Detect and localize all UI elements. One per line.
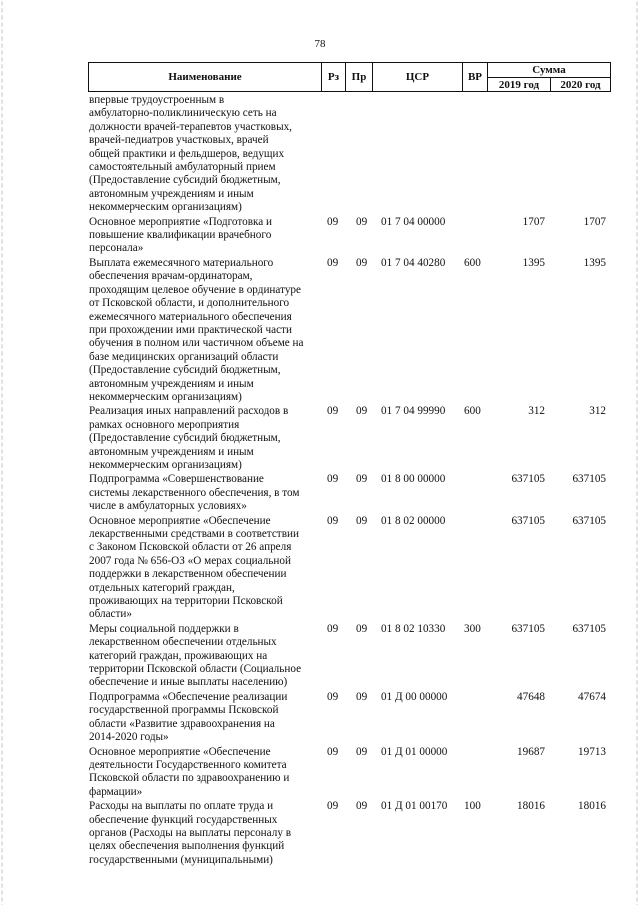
row-name-line: должности врачей-терапевтов участковых, [89,120,292,133]
row-name-line: государственными (муниципальными) [89,853,273,866]
row-name-line: лекарственном обеспечении отдельных [89,636,277,649]
row-name-line: органов (Расходы на выплаты персоналу в [89,826,291,839]
row-sum-2020: 18016 [578,800,606,813]
table-row [89,405,609,472]
row-sum-2019: 637105 [511,514,545,527]
row-name-line: (Предоставление субсидий бюджетным, [89,364,281,377]
row-name-line: самостоятельный амбулаторный прием [89,161,276,174]
row-csr: 01 7 04 00000 [381,215,446,228]
row-rz: 09 [327,514,339,527]
row-name [89,473,317,513]
row-name [89,405,317,472]
row-name [89,515,317,622]
row-name-line: Подпрограмма «Обеспечение реализации [89,690,288,703]
table-row [89,746,609,800]
row-pr: 09 [356,745,368,758]
row-name [89,746,317,800]
row-vr: 100 [464,800,481,813]
row-csr: 01 7 04 40280 [381,256,446,269]
row-name-line: области «Развитие здравоохранения на [89,717,275,730]
row-csr: 01 8 02 00000 [381,514,446,527]
row-rz: 09 [327,745,339,758]
row-pr: 09 [356,690,368,703]
row-name-line: автономным учреждениям и иным [89,187,254,200]
row-name-line: Основное мероприятие «Обеспечение [89,514,271,527]
row-pr: 09 [356,215,368,228]
row-name-line: некоммерческим организациям) [89,201,242,214]
row-name-line: некоммерческим организациям) [89,458,242,471]
row-csr: 01 Д 01 00170 [381,800,448,813]
row-name [89,216,317,256]
row-sum-2019: 19687 [517,745,545,758]
row-rz: 09 [327,473,339,486]
row-name-line: обеспечения врачам-ординаторам, [89,270,253,283]
table-row [89,691,609,745]
row-vr: 600 [464,256,481,269]
row-name-line: автономным учреждениям и иным [89,445,254,458]
row-sum-2020: 637105 [572,622,606,635]
row-name-line: базе медицинских организаций области [89,350,279,363]
row-name-line: системы лекарственного обеспечения, в том [89,486,300,499]
row-name-line: при прохождении ими практической части [89,323,292,336]
row-vr: 600 [464,405,481,418]
row-rz: 09 [327,800,339,813]
header-csr: ЦСР [373,63,463,92]
row-pr: 09 [356,473,368,486]
row-csr: 01 Д 01 00000 [381,745,448,758]
row-csr: 01 8 00 00000 [381,473,446,486]
row-sum-2020: 19713 [578,745,606,758]
header-rz: Рз [322,63,346,92]
row-name-line: (Предоставление субсидий бюджетным, [89,174,281,187]
row-name-line: категорий граждан, проживающих на [89,649,268,662]
table-row [89,257,609,404]
table-row [89,515,609,622]
header-name: Наименование [89,63,322,92]
table-row [89,800,609,867]
row-name-line: амбулаторно-поликлиническую сеть на [89,107,277,120]
row-rz: 09 [327,256,339,269]
row-pr: 09 [356,800,368,813]
page-number: 78 [314,38,326,50]
scan-edge-left [1,0,3,905]
row-pr: 09 [356,622,368,635]
row-name-line: проходящим целевое обучение в ординатуре [89,283,301,296]
row-name-line: Выплата ежемесячного материального [89,256,274,269]
row-name-line: от Псковской области, и дополнительного [89,297,290,310]
row-name-line: деятельности Государственного комитета [89,758,287,771]
scan-edge-right [636,0,638,905]
header-year-2020: 2020 год [551,78,611,92]
table-row [89,94,609,215]
row-name-line: целях обеспечения выполнения функций [89,840,285,853]
row-pr: 09 [356,256,368,269]
table-body [89,94,609,868]
row-name-line: автономным учреждениям и иным [89,377,254,390]
row-name-line: 2007 года № 656-ОЗ «О мерах социальной [89,554,291,567]
row-sum-2019: 637105 [511,622,545,635]
row-name-line: Подпрограмма «Совершенствование [89,473,264,486]
row-csr: 01 7 04 99990 [381,405,446,418]
row-name [89,691,317,745]
table-row [89,623,609,690]
header-vr: ВР [463,63,488,92]
row-sum-2019: 47648 [517,690,545,703]
table-row [89,216,609,256]
row-name-line: Псковской области по здравоохранению и [89,772,290,785]
row-name-line: персонала» [89,242,144,255]
header-pr: Пр [346,63,373,92]
row-name-line: рамках основного мероприятия [89,418,240,431]
row-name-line: государственной программы Псковской [89,704,279,717]
row-name-line: Основное мероприятие «Подготовка и [89,215,272,228]
row-name-line: ежемесячного материального обеспечения [89,310,292,323]
row-sum-2020: 637105 [572,473,606,486]
row-name [89,623,317,690]
row-name-line: обучения в полном или частичном объеме на [89,337,304,350]
row-name-line: врачей-педиатров участковых, врачей [89,134,269,147]
row-sum-2020: 312 [589,405,606,418]
row-pr: 09 [356,514,368,527]
row-csr: 01 8 02 10330 [381,622,446,635]
row-name [89,257,317,404]
row-name-line: (Предоставление субсидий бюджетным, [89,432,281,445]
row-rz: 09 [327,405,339,418]
row-sum-2020: 1707 [583,215,606,228]
row-name-line: поддержки в лекарственном обеспечении [89,568,287,581]
row-name-line: 2014-2020 годы» [89,731,169,744]
row-name-line: повышение квалификации врачебного [89,229,272,242]
row-sum-2019: 637105 [511,473,545,486]
row-sum-2020: 637105 [572,514,606,527]
row-name-line: отдельных категорий граждан, [89,581,235,594]
row-name-line: области» [89,608,132,621]
row-pr: 09 [356,405,368,418]
row-name [89,94,317,215]
row-rz: 09 [327,690,339,703]
row-name-line: Меры социальной поддержки в [89,622,239,635]
row-name-line: Расходы на выплаты по оплате труда и [89,800,274,813]
row-name-line: территории Псковской области (Социальное [89,663,302,676]
header-sum: Сумма [488,63,611,78]
row-sum-2019: 1395 [522,256,545,269]
row-name-line: обеспечение функций государственных [89,813,278,826]
row-name-line: обеспечение и иные выплаты населению) [89,676,288,689]
row-rz: 09 [327,622,339,635]
row-sum-2019: 18016 [517,800,545,813]
row-vr: 300 [464,622,481,635]
row-name [89,800,317,867]
row-name-line: общей практики и фельдшеров, ведущих [89,147,285,160]
row-name-line: с Законом Псковской области от 26 апреля [89,541,292,554]
row-name-line: впервые трудоустроенным в [89,94,225,106]
row-name-line: фармации» [89,785,143,798]
row-name-line: Основное мероприятие «Обеспечение [89,745,271,758]
row-name-line: проживающих на территории Псковской [89,595,283,608]
row-name-line: Реализация иных направлений расходов в [89,405,289,418]
row-name-line: числе в амбулаторных условиях» [89,500,247,513]
row-csr: 01 Д 00 00000 [381,690,448,703]
row-sum-2020: 1395 [583,256,606,269]
row-sum-2019: 312 [528,405,545,418]
table-header [88,62,611,92]
header-year-2019: 2019 год [488,78,551,92]
row-name-line: лекарственными средствами в соответствии [89,528,299,540]
table-row [89,473,609,513]
row-rz: 09 [327,215,339,228]
row-name-line: некоммерческим организациям) [89,390,242,403]
row-sum-2020: 47674 [578,690,606,703]
row-sum-2019: 1707 [522,215,545,228]
